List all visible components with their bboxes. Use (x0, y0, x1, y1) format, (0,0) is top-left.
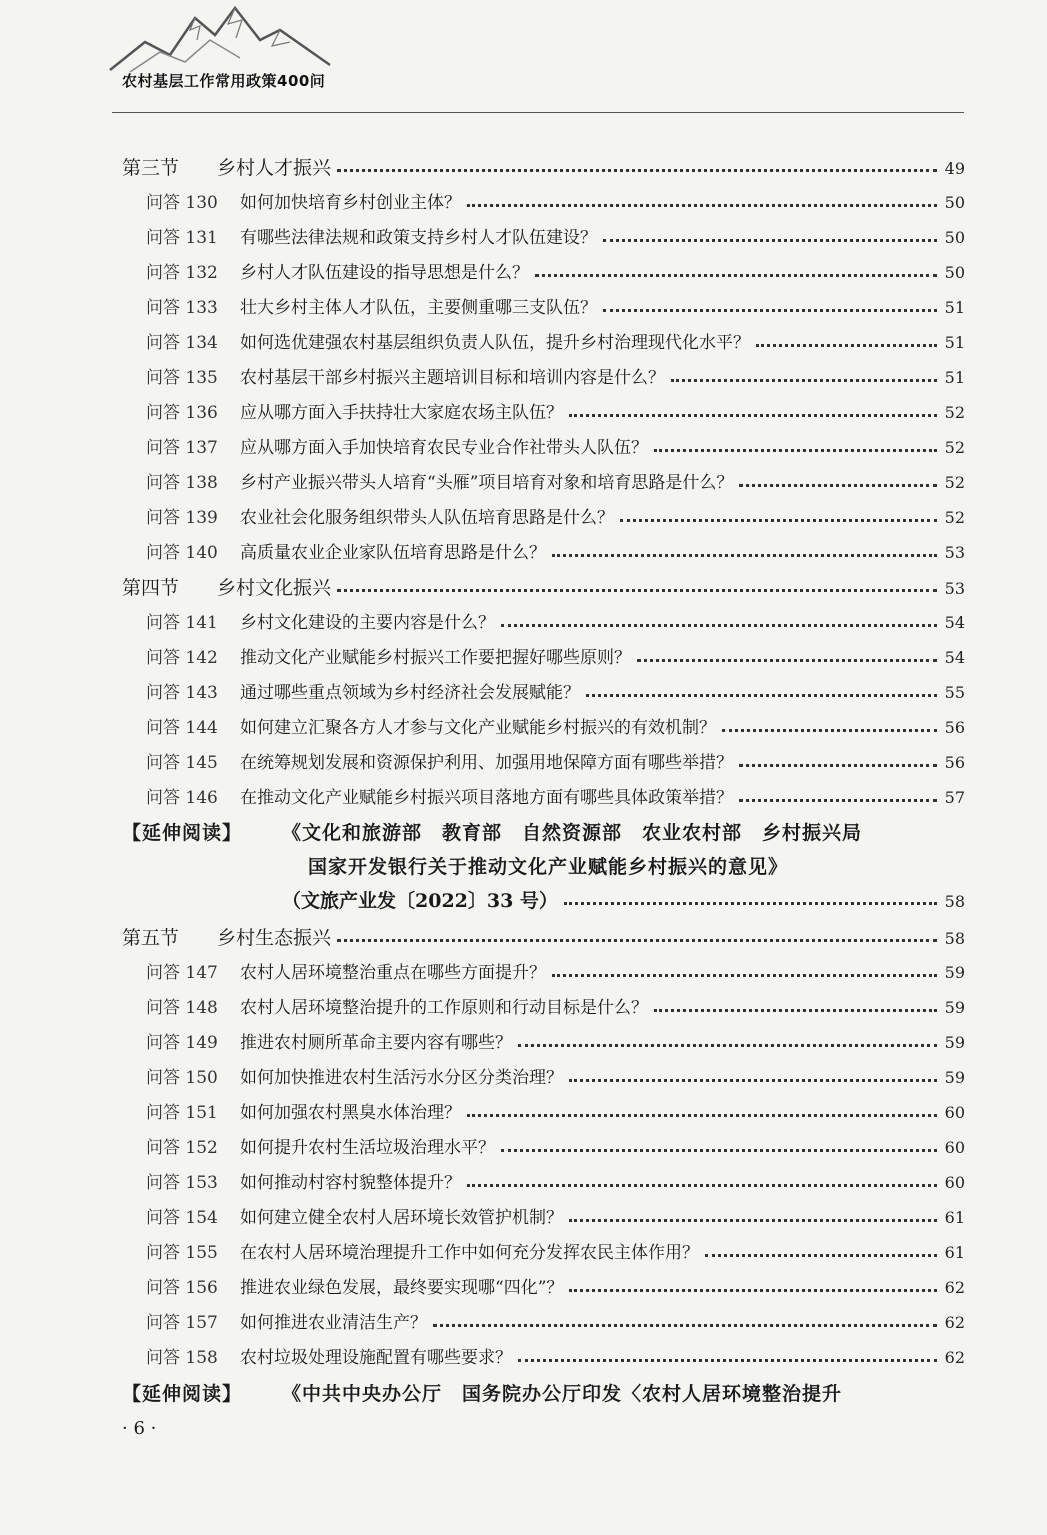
entry-title: 在推动文化产业赋能乡村振兴项目落地方面有哪些具体政策举措？ (240, 788, 733, 808)
toc-entry[interactable] (146, 956, 965, 990)
section-label: 第五节 (122, 927, 180, 949)
entry-number: 问答 136 (146, 403, 218, 423)
mountain-illustration (100, 0, 340, 80)
toc-entry[interactable] (146, 991, 965, 1025)
toc-entry[interactable] (146, 501, 965, 535)
section-label: 第三节 (122, 157, 180, 179)
entry-title: 壮大乡村主体人才队伍，主要侧重哪三支队伍？ (240, 298, 597, 318)
entry-number: 问答 132 (146, 263, 218, 283)
leader-dots (739, 798, 937, 802)
leader-dots (603, 238, 937, 242)
toc-entry[interactable] (146, 1061, 965, 1095)
page-number: 61 (944, 1208, 965, 1227)
extended-reading-line[interactable]: 《中共中央办公厅 国务院办公厅印发〈农村人居环境整治提升 (282, 1383, 843, 1405)
leader-dots (654, 1008, 937, 1012)
entry-number: 问答 156 (146, 1278, 218, 1298)
entry-number: 问答 140 (146, 543, 218, 563)
page-number: 51 (944, 368, 965, 387)
entry-title: 应从哪方面入手扶持壮大家庭农场主队伍？ (240, 403, 563, 423)
entry-title: 如何加快培育乡村创业主体？ (240, 193, 461, 213)
entry-number: 问答 155 (146, 1243, 218, 1263)
toc-entry[interactable] (146, 1131, 965, 1165)
extended-reading-label: 【延伸阅读】 (122, 1383, 243, 1405)
toc-entry[interactable] (146, 361, 965, 395)
entry-title: 农村人居环境整治提升的工作原则和行动目标是什么？ (240, 998, 648, 1018)
leader-dots (569, 413, 937, 417)
leader-dots (518, 1358, 937, 1362)
section-label: 第四节 (122, 577, 180, 599)
entry-number: 问答 154 (146, 1208, 218, 1228)
toc-entry[interactable] (146, 221, 965, 255)
book-title: 农村基层工作常用政策400问 (122, 72, 326, 90)
page-number: 52 (944, 473, 965, 492)
toc-entry[interactable] (146, 396, 965, 430)
entry-number: 问答 152 (146, 1138, 218, 1158)
entry-number: 问答 146 (146, 788, 218, 808)
leader-dots (433, 1323, 937, 1327)
entry-title: 如何选优建强农村基层组织负责人队伍，提升乡村治理现代化水平？ (240, 333, 750, 353)
page-number: 62 (944, 1278, 965, 1297)
leader-dots (586, 693, 937, 697)
extended-reading-line[interactable]: 《文化和旅游部 教育部 自然资源部 农业农村部 乡村振兴局 (282, 822, 863, 844)
entry-number: 问答 135 (146, 368, 218, 388)
entry-number: 问答 131 (146, 228, 218, 248)
entry-number: 问答 142 (146, 648, 218, 668)
toc-entry[interactable] (146, 186, 965, 220)
page-number: 52 (944, 438, 965, 457)
section-title: 乡村生态振兴 (217, 927, 332, 949)
page-number: 53 (944, 543, 965, 562)
entry-number: 问答 144 (146, 718, 218, 738)
entry-number: 问答 134 (146, 333, 218, 353)
page-number: 49 (944, 159, 965, 178)
leader-dots (620, 518, 937, 522)
footer-page-number: · 6 · (122, 1418, 157, 1439)
entry-title: 农村垃圾处理设施配置有哪些要求？ (240, 1348, 512, 1368)
leader-dots (552, 553, 937, 557)
entry-title: 农村基层干部乡村振兴主题培训目标和培训内容是什么？ (240, 368, 665, 388)
leader-dots (467, 1183, 937, 1187)
section-title: 乡村人才振兴 (217, 157, 332, 179)
toc-entry[interactable] (146, 466, 965, 500)
page-number: 52 (944, 403, 965, 422)
page-number: 50 (944, 263, 965, 282)
leader-dots (564, 901, 937, 905)
leader-dots (569, 1078, 937, 1082)
page-number: 58 (944, 929, 965, 948)
entry-title: 乡村人才队伍建设的指导思想是什么？ (240, 263, 529, 283)
page-number: 61 (944, 1243, 965, 1262)
entry-title: 有哪些法律法规和政策支持乡村人才队伍建设？ (240, 228, 597, 248)
entry-title: 如何建立健全农村人居环境长效管护机制？ (240, 1208, 563, 1228)
entry-number: 问答 133 (146, 298, 218, 318)
page-number: 54 (944, 648, 965, 667)
page-number: 62 (944, 1313, 965, 1332)
section-title: 乡村文化振兴 (217, 577, 332, 599)
entry-title: 推动文化产业赋能乡村振兴工作要把握好哪些原则？ (240, 648, 631, 668)
page-number: 56 (944, 718, 965, 737)
leader-dots (518, 1043, 937, 1047)
entry-title: 如何推动村容村貌整体提升？ (240, 1173, 461, 1193)
page-number: 60 (944, 1138, 965, 1157)
toc-entry[interactable] (146, 1026, 965, 1060)
leader-dots (467, 1113, 937, 1117)
entry-title: 在统筹规划发展和资源保护利用、加强用地保障方面有哪些举措？ (240, 753, 733, 773)
entry-number: 问答 150 (146, 1068, 218, 1088)
toc-entry[interactable] (146, 711, 965, 745)
entry-number: 问答 143 (146, 683, 218, 703)
leader-dots (337, 588, 937, 592)
toc-entry[interactable] (282, 884, 965, 918)
page-number: 50 (944, 193, 965, 212)
entry-number: 问答 151 (146, 1103, 218, 1123)
entry-title: 乡村文化建设的主要内容是什么？ (240, 613, 495, 633)
entry-title: 乡村产业振兴带头人培育“头雁”项目培育对象和培育思路是什么？ (240, 473, 734, 493)
leader-dots (756, 343, 937, 347)
toc-entry[interactable] (146, 1236, 965, 1270)
page-number: 55 (944, 683, 965, 702)
toc-entry[interactable] (146, 781, 965, 815)
page-number: 51 (944, 333, 965, 352)
page-number: 58 (944, 892, 965, 911)
page-number: 54 (944, 613, 965, 632)
page-number: 59 (944, 1068, 965, 1087)
leader-dots (337, 168, 937, 172)
entry-number: 问答 148 (146, 998, 218, 1018)
leader-dots (637, 658, 937, 662)
page-number: 62 (944, 1348, 965, 1367)
leader-dots (739, 763, 937, 767)
leader-dots (467, 203, 937, 207)
page-number: 52 (944, 508, 965, 527)
entry-title: 推进农业绿色发展，最终要实现哪“四化”？ (240, 1278, 564, 1298)
leader-dots (739, 483, 937, 487)
page-number: 59 (944, 963, 965, 982)
toc-entry[interactable] (146, 1201, 965, 1235)
entry-title: 如何提升农村生活垃圾治理水平？ (240, 1138, 495, 1158)
leader-dots (654, 448, 937, 452)
leader-dots (569, 1288, 937, 1292)
toc-entry[interactable] (146, 1341, 965, 1375)
page-number: 60 (944, 1173, 965, 1192)
toc-section[interactable] (122, 151, 965, 185)
entry-title: 如何加强农村黑臭水体治理？ (240, 1103, 461, 1123)
page-number: 57 (944, 788, 965, 807)
page-number: 53 (944, 579, 965, 598)
leader-dots (671, 378, 937, 382)
toc-entry[interactable] (146, 1166, 965, 1200)
page-number: 50 (944, 228, 965, 247)
entry-title: 农村人居环境整治重点在哪些方面提升？ (240, 963, 546, 983)
entry-title: 如何加快推进农村生活污水分区分类治理？ (240, 1068, 563, 1088)
toc-entry[interactable] (146, 746, 965, 780)
extended-reading-line: （文旅产业发〔2022〕33 号） (282, 890, 558, 912)
entry-title: 推进农村厕所革命主要内容有哪些？ (240, 1033, 512, 1053)
entry-number: 问答 138 (146, 473, 218, 493)
entry-title: 通过哪些重点领域为乡村经济社会发展赋能？ (240, 683, 580, 703)
leader-dots (552, 973, 937, 977)
toc-entry[interactable] (146, 641, 965, 675)
page-number: 60 (944, 1103, 965, 1122)
leader-dots (501, 623, 937, 627)
toc-section[interactable] (122, 921, 965, 955)
leader-dots (569, 1218, 937, 1222)
entry-title: 农业社会化服务组织带头人队伍培育思路是什么？ (240, 508, 614, 528)
page-number: 59 (944, 1033, 965, 1052)
entry-number: 问答 139 (146, 508, 218, 528)
leader-dots (535, 273, 937, 277)
toc-entry[interactable] (146, 1096, 965, 1130)
toc-entry[interactable] (146, 291, 965, 325)
entry-number: 问答 149 (146, 1033, 218, 1053)
page-number: 56 (944, 753, 965, 772)
entry-number: 问答 130 (146, 193, 218, 213)
entry-title: 高质量农业企业家队伍培育思路是什么？ (240, 543, 546, 563)
entry-number: 问答 145 (146, 753, 218, 773)
leader-dots (722, 728, 937, 732)
entry-number: 问答 137 (146, 438, 218, 458)
entry-title: 应从哪方面入手加快培育农民专业合作社带头人队伍？ (240, 438, 648, 458)
leader-dots (501, 1148, 937, 1152)
entry-number: 问答 153 (146, 1173, 218, 1193)
toc-entry[interactable] (146, 536, 965, 570)
entry-title: 在农村人居环境治理提升工作中如何充分发挥农民主体作用？ (240, 1243, 699, 1263)
page-number: 59 (944, 998, 965, 1017)
extended-reading-label: 【延伸阅读】 (122, 822, 243, 844)
toc-entry[interactable] (146, 326, 965, 360)
leader-dots (603, 308, 937, 312)
toc-entry[interactable] (146, 1306, 965, 1340)
entry-number: 问答 141 (146, 613, 218, 633)
header-rule (112, 112, 964, 113)
leader-dots (705, 1253, 937, 1257)
entry-number: 问答 157 (146, 1313, 218, 1333)
toc-entry[interactable] (146, 256, 965, 290)
entry-number: 问答 147 (146, 963, 218, 983)
toc-entry[interactable] (146, 676, 965, 710)
page-number: 51 (944, 298, 965, 317)
toc-entry[interactable] (146, 1271, 965, 1305)
entry-title: 如何建立汇聚各方人才参与文化产业赋能乡村振兴的有效机制？ (240, 718, 716, 738)
toc-entry[interactable] (146, 606, 965, 640)
toc-entry[interactable] (146, 431, 965, 465)
entry-title: 如何推进农业清洁生产？ (240, 1313, 427, 1333)
leader-dots (337, 938, 937, 942)
toc-section[interactable] (122, 571, 965, 605)
extended-reading-line[interactable]: 国家开发银行关于推动文化产业赋能乡村振兴的意见》 (308, 856, 789, 878)
entry-number: 问答 158 (146, 1348, 218, 1368)
